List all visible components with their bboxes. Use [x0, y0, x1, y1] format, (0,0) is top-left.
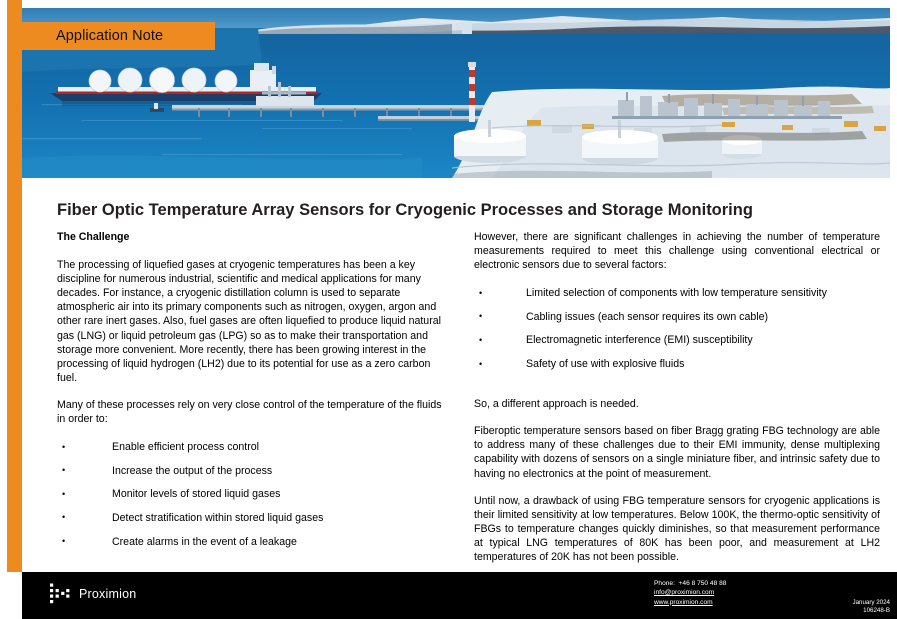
- proximion-logo-icon: [49, 582, 71, 606]
- list-item: • Limited selection of components with low temperature sensitivity: [474, 286, 880, 300]
- document-code: 106248-B: [863, 607, 890, 615]
- flare-stack: [468, 62, 476, 122]
- publication-date: January 2024: [852, 599, 890, 606]
- right-paragraph-4: Until now, a drawback of using FBG temperature sensors for cryogenic applications is their limited sensitivity at low temperatures. Below 100K, the thermo-optic sensitivity of FBGs to temperature changes quickly diminishes, so that measurement performance at typical LNG temperatures of 80K has been poor, and measurement at LH2 temperatures of 20K has not been possible.: [474, 494, 880, 563]
- list-item: • Electromagnetic interference (EMI) susceptibility: [474, 333, 880, 347]
- right-paragraph-1: However, there are significant challenges in achieving the number of temperature measurements required to meet this challenge using conventional electrical or electronic sensors due to several factors:: [474, 231, 880, 272]
- website-link[interactable]: www.proximion.com: [654, 598, 713, 606]
- application-note-banner: [7, 22, 215, 50]
- list-item: • Safety of use with explosive fluids: [474, 357, 880, 371]
- right-bullet-list: [474, 286, 880, 371]
- document-meta: [853, 599, 891, 616]
- section-heading-the-challenge: The Challenge: [57, 231, 130, 243]
- email-link[interactable]: info@proximion.com: [654, 589, 715, 597]
- list-item: • Enable efficient process control: [57, 440, 447, 454]
- left-column: [57, 230, 447, 558]
- left-paragraph-2: Many of these processes rely on very close control of the temperature of the fluids in order to:: [57, 398, 442, 426]
- company-name: Proximion: [79, 587, 137, 601]
- right-column: [474, 230, 880, 577]
- right-paragraph-2: So, a different approach is needed.: [474, 398, 639, 411]
- company-logo: [49, 582, 136, 606]
- list-item: • Cabling issues (each sensor requires its own cable): [474, 310, 880, 324]
- left-paragraph-1: The processing of liquefied gases at cryogenic temperatures has been a key discipline for numerous industrial, scientific and medical applications for many decades. For instance, a cryogenic distillation column is used to separate atmospheric air into its primary components such as nitrogen, oxygen, argon and other rare inert gases. Also, fuel gases are often liquefied to produce liquid natural gas (LNG) or liquid petroleum gas (LPG) so as to make their transportation and storage more convenient. More recently, there has been growing interest in the processing of liquid hydrogen (LH2) due to its potential for use as a zero carbon fuel.: [57, 259, 441, 384]
- list-item: • Increase the output of the process: [57, 464, 447, 478]
- left-bullet-list: [57, 440, 447, 548]
- left-accent-bar: [7, 0, 22, 572]
- footer-bar: [22, 572, 897, 619]
- banner-label: Application Note: [56, 28, 164, 44]
- list-item: • Monitor levels of stored liquid gases: [57, 487, 447, 501]
- contact-block: [654, 579, 726, 607]
- phone-number: Phone: +46 8 750 48 88: [654, 580, 727, 587]
- right-paragraph-3: Fiberoptic temperature sensors based on fiber Bragg grating FBG technology are able to address many of these challenges due to their EMI immunity, dense multiplexing capability with dozens of sensors on a single miniature fiber, and intrinsic safety due to having no electronics at the point of measurement.: [474, 425, 880, 480]
- list-item: • Create alarms in the event of a leakage: [57, 535, 447, 549]
- page-title: Fiber Optic Temperature Array Sensors for Cryogenic Processes and Storage Monitoring: [57, 201, 753, 220]
- list-item: • Detect stratification within stored liquid gases: [57, 511, 447, 525]
